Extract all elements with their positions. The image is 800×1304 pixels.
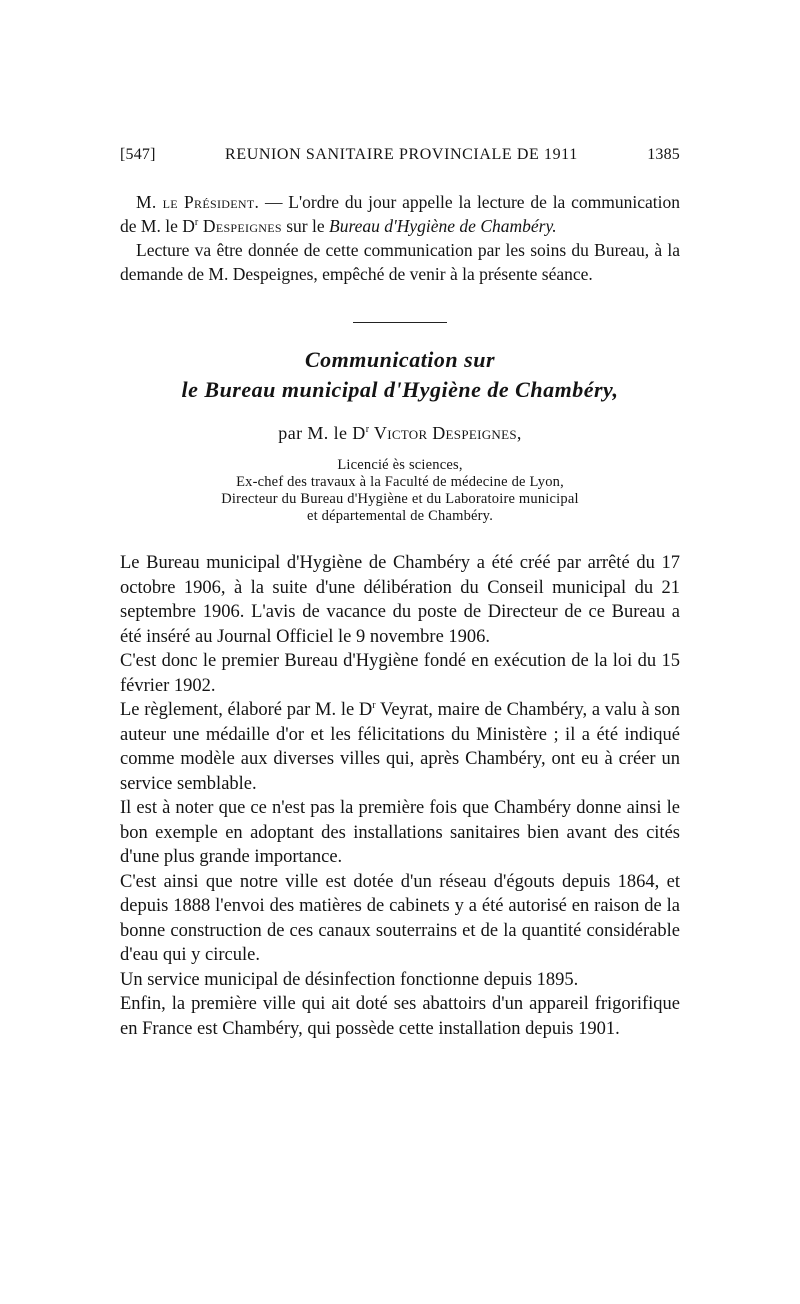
section-title <box>120 345 680 405</box>
body-text <box>120 551 680 1041</box>
section-title-line-2: le Bureau municipal d'Hygiène de Chambéry, <box>181 377 619 402</box>
credential-line: Ex-chef des travaux à la Faculté de médecine de Lyon, <box>236 474 564 490</box>
intro-paragraph-1 <box>120 190 680 238</box>
intro-block <box>120 190 680 286</box>
communication-title: Bureau d'Hygiène de Chambéry. <box>329 216 557 236</box>
body-paragraph-4: Il est à noter que ce n'est pas la première fois que Chambéry donne ainsi le bon exemple en adoptant des installations sanitaires bien avant des cités d'une plus grande importance. <box>120 798 680 867</box>
body-p3-superscript: r <box>372 699 376 711</box>
page-number: 1385 <box>647 146 680 163</box>
running-head-title: REUNION SANITAIRE PROVINCIALE DE 1911 <box>225 146 578 163</box>
author-credentials <box>120 457 680 525</box>
body-paragraph-1: Le Bureau municipal d'Hygiène de Chambéry a été créé par arrêté du 17 octobre 1906, à la suite d'une délibération du Conseil municipal du 21 septembre 1906. L'avis de vacance du poste de Directeur de ce Bureau a été inséré au Journal Officiel le 9 novembre 1906. <box>120 553 680 647</box>
body-paragraph-5: C'est ainsi que notre ville est dotée d'un réseau d'égouts depuis 1864, et depuis 1888 l'envoi des matières de cabinets y a été autorisé en raison de la bonne construction de ces canaux souterrains et de la quantité considérable d'eau qui y circule. <box>120 871 680 965</box>
byline-author: Victor Despeignes, <box>369 423 522 443</box>
body-p3-b: Veyrat, maire de Chambéry, a valu à son auteur une médaille d'or et les félicitations du Ministère ; il a été indiqué comme modèle aux diverses villes qui, après Chambéry, ont eu à créer un service semblable. <box>120 700 680 794</box>
section-title-line-1: Communication sur <box>304 347 496 372</box>
speaker-label: M. le Président. <box>136 192 260 212</box>
author-name: Despeignes <box>198 216 282 236</box>
body-paragraph-6: Un service municipal de désinfection fonctionne depuis 1895. <box>120 969 579 990</box>
page <box>120 146 680 1041</box>
running-head <box>120 146 680 170</box>
credential-line: Licencié ès sciences, <box>337 457 463 473</box>
intro-text-b: sur le <box>281 216 330 236</box>
section-divider <box>353 322 447 323</box>
body-paragraph-2: C'est donc le premier Bureau d'Hygiène fondé en exécution de la loi du 15 février 1902. <box>120 651 680 696</box>
intro-text-a: — L'ordre du jour appelle la lecture de la communication de M. le D <box>120 192 681 236</box>
intro-paragraph-2: Lecture va être donnée de cette communication par les soins du Bureau, à la demande de M. Despeignes, empêché de venir à la présente séance. <box>120 240 680 284</box>
section-number: [547] <box>120 146 156 163</box>
body-paragraph-7: Enfin, la première ville qui ait doté ses abattoirs d'un appareil frigorifique en France est Chambéry, qui possède cette installation depuis 1901. <box>120 994 680 1039</box>
body-p3-a: Le règlement, élaboré par M. le D <box>120 700 373 720</box>
byline-superscript: r <box>365 424 370 435</box>
body-paragraph-3 <box>120 698 680 796</box>
superscript-r: r <box>194 217 199 229</box>
byline <box>120 421 680 445</box>
byline-prefix: par M. le D <box>278 423 366 443</box>
credential-line: et départemental de Chambéry. <box>306 508 494 524</box>
credential-line: Directeur du Bureau d'Hygiène et du Laboratoire municipal <box>221 491 579 507</box>
